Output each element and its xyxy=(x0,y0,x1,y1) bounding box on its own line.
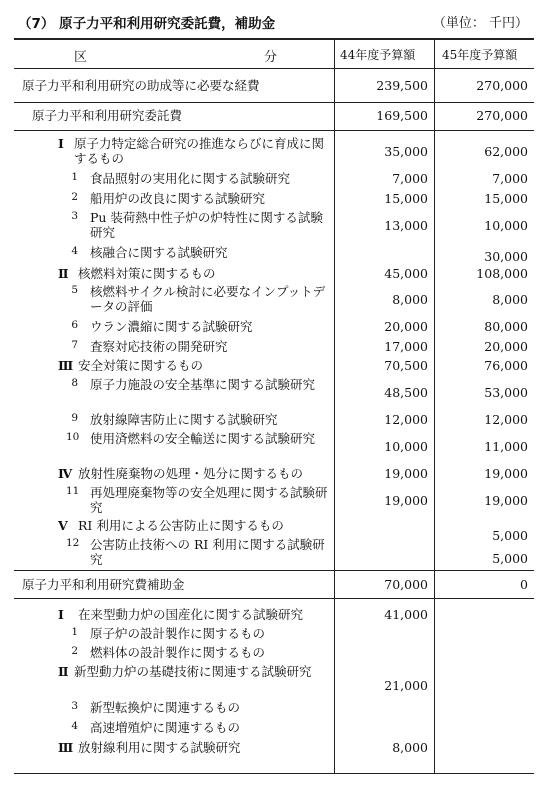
roman-numeral: Ⅲ xyxy=(58,740,74,755)
value-fy45: 20,000 xyxy=(484,339,528,354)
item-number: 8 xyxy=(71,377,78,389)
value-fy45: 108,000 xyxy=(476,266,528,281)
unit-label: （単位： 千円） xyxy=(432,16,528,31)
value-fy45: 7,000 xyxy=(492,171,528,186)
value-fy45: 15,000 xyxy=(484,191,528,206)
value-fy45: 5,000 xyxy=(492,528,528,543)
row-label: 使用済燃料の安全輸送に関する試験研究 xyxy=(90,431,316,446)
value-fy45: 5,000 xyxy=(492,551,528,566)
roman-numeral: Ⅱ xyxy=(58,266,69,281)
item-number: 2 xyxy=(71,645,78,657)
row-label: 核融合に関する試験研究 xyxy=(90,245,228,260)
value-fy45: 80,000 xyxy=(484,319,528,334)
item-number: 12 xyxy=(66,537,80,549)
value-fy44: 21,000 xyxy=(384,678,428,693)
value-fy45: 270,000 xyxy=(476,78,528,93)
roman-numeral: Ⅰ xyxy=(58,607,64,622)
value-fy45: 30,000 xyxy=(484,249,528,264)
row-label: 原子力特定総合研究の推進ならびに育成に関するもの xyxy=(74,136,325,166)
value-fy44: 10,000 xyxy=(384,439,428,454)
value-fy45: 76,000 xyxy=(484,358,528,373)
value-fy44: 70,500 xyxy=(384,358,428,373)
item-number: 1 xyxy=(71,171,78,183)
item-number: 4 xyxy=(71,245,78,257)
row-label: 原子力平和利用研究の助成等に必要な経費 xyxy=(22,78,260,93)
row-label: 核燃料サイクル検討に必要なインプットデータの評価 xyxy=(90,284,326,314)
row-label: 原子炉の設計製作に関するもの xyxy=(90,626,266,641)
value-fy44: 41,000 xyxy=(384,607,428,622)
value-fy45: 12,000 xyxy=(484,412,528,427)
row-label: 原子力平和利用研究費補助金 xyxy=(22,577,185,592)
item-number: 6 xyxy=(71,319,78,331)
value-fy45: 19,000 xyxy=(484,466,528,481)
row-label: 再処理廃棄物等の安全処理に関する試験研究 xyxy=(90,485,328,515)
value-fy44: 239,500 xyxy=(376,78,428,93)
value-fy44: 48,500 xyxy=(384,385,428,400)
header-bun: 分 xyxy=(264,50,278,65)
row-label: RI 利用による公害防止に関するもの xyxy=(78,518,284,533)
header-fy45: 45年度予算額 xyxy=(442,48,518,62)
value-fy45: 19,000 xyxy=(484,493,528,508)
row-divider xyxy=(14,570,534,571)
row-label: Pu 装荷熱中性子炉の炉特性に関する試験研究 xyxy=(90,210,323,240)
value-fy44: 35,000 xyxy=(384,144,428,159)
value-fy44: 169,500 xyxy=(376,108,428,123)
row-label: ウラン濃縮に関する試験研究 xyxy=(90,319,253,334)
item-number: 3 xyxy=(71,700,78,712)
row-label: 新型転換炉に関連するもの xyxy=(90,700,241,715)
page-title: （7） 原子力平和利用研究委託費，補助金 xyxy=(18,16,276,32)
row-label: 放射性廃棄物の処理・処分に関するもの xyxy=(78,466,304,481)
row-divider xyxy=(14,102,534,103)
row-label: 公害防止技術への RI 利用に関する試験研究 xyxy=(90,537,325,567)
item-number: 9 xyxy=(71,412,78,424)
value-fy44: 20,000 xyxy=(384,319,428,334)
value-fy44: 15,000 xyxy=(384,191,428,206)
value-fy44: 45,000 xyxy=(384,266,428,281)
value-fy44: 13,000 xyxy=(384,218,428,233)
header-bottom-border xyxy=(14,68,534,69)
value-fy45: 62,000 xyxy=(484,144,528,159)
table-top-border xyxy=(14,38,534,40)
row-divider xyxy=(14,598,534,599)
roman-numeral: Ⅰ xyxy=(58,136,64,151)
item-number: 7 xyxy=(71,339,78,351)
column-divider xyxy=(334,38,335,774)
row-label: 放射線利用に関する試験研究 xyxy=(78,740,241,755)
value-fy44: 19,000 xyxy=(384,466,428,481)
value-fy44: 7,000 xyxy=(392,171,428,186)
roman-numeral: Ⅴ xyxy=(58,518,68,533)
table-bottom-border xyxy=(14,773,534,774)
item-number: 3 xyxy=(71,210,78,222)
item-number: 1 xyxy=(71,626,78,638)
row-label: 原子力平和利用研究委託費 xyxy=(32,108,183,123)
row-label: 食品照射の実用化に関する試験研究 xyxy=(90,171,291,186)
header-fy44: 44年度予算額 xyxy=(340,48,416,62)
value-fy45: 11,000 xyxy=(484,439,528,454)
value-fy45: 10,000 xyxy=(484,218,528,233)
value-fy45: 8,000 xyxy=(492,292,528,307)
roman-numeral: Ⅳ xyxy=(58,466,73,481)
row-label: 在来型動力炉の国産化に関する試験研究 xyxy=(78,607,304,622)
row-label: 放射線障害防止に関する試験研究 xyxy=(90,412,278,427)
row-label: 核燃料対策に関するもの xyxy=(78,266,216,281)
item-number: 11 xyxy=(66,485,80,497)
row-label: 高速増殖炉に関連するもの xyxy=(90,720,241,735)
budget-table xyxy=(14,38,534,774)
item-number: 10 xyxy=(66,431,80,443)
row-divider xyxy=(14,130,534,131)
row-label: 船用炉の改良に関する試験研究 xyxy=(90,191,266,206)
value-fy44: 8,000 xyxy=(392,292,428,307)
row-label: 新型動力炉の基礎技術に関連する試験研究 xyxy=(74,664,312,679)
value-fy44: 12,000 xyxy=(384,412,428,427)
row-label: 燃料体の設計製作に関するもの xyxy=(90,645,266,660)
value-fy44: 70,000 xyxy=(384,577,428,592)
roman-numeral: Ⅲ xyxy=(58,358,74,373)
value-fy45: 53,000 xyxy=(484,385,528,400)
item-number: 4 xyxy=(71,720,78,732)
value-fy44: 8,000 xyxy=(392,740,428,755)
value-fy44: 19,000 xyxy=(384,493,428,508)
value-fy44: 17,000 xyxy=(384,339,428,354)
value-fy45: 270,000 xyxy=(476,108,528,123)
header-ku: 区 xyxy=(74,50,88,65)
roman-numeral: Ⅱ xyxy=(58,664,69,679)
row-label: 安全対策に関するもの xyxy=(78,358,204,373)
row-label: 査察対応技術の開発研究 xyxy=(90,339,228,354)
item-number: 2 xyxy=(71,191,78,203)
row-label: 原子力施設の安全基準に関する試験研究 xyxy=(90,377,316,392)
value-fy45: 0 xyxy=(520,577,528,592)
item-number: 5 xyxy=(71,284,78,296)
